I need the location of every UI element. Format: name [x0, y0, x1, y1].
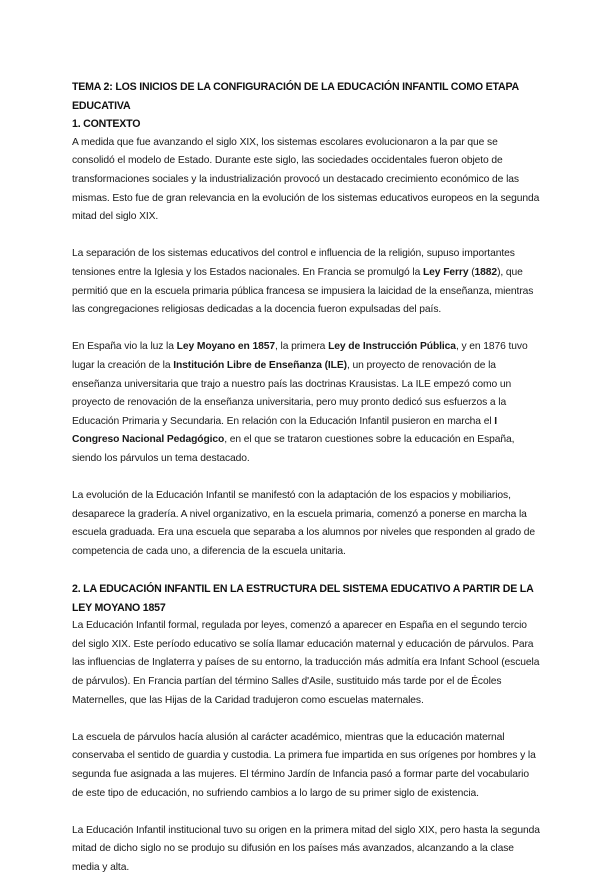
section-1-heading: 1. CONTEXTO [72, 118, 141, 131]
section-2-heading: 2. LA EDUCACIÓN INFANTIL EN LA ESTRUCTURA DEL SISTEMA EDUCATIVO A PARTIR DE LA LEY MOYANO 1857 [72, 583, 534, 614]
section-1-paragraph-2: La separación de los sistemas educativos del control e influencia de la religión, supuso importantes tensiones entre la Iglesia y los Estados nacionales. En Francia se promulgó la Ley Ferry (1882), que permitió que en la escuela primaria pública francesa se impusiera la laicidad de la enseñanza, mientras las congregaciones religiosas dedicadas a la docencia fueron expulsadas del país. [72, 248, 534, 316]
section-1-paragraph-3: En España vio la luz la Ley Moyano en 1857, la primera Ley de Instrucción Pública, y en 1876 tuvo lugar la creación de la Institución Libre de Enseñanza (ILE), un proyecto de renovación de la enseñanza universitaria que trajo a nuestro país las doctrinas Krausistas. La ILE empezó como un proyecto de renovación de la enseñanza universitaria, pero muy pronto dedicó sus esfuerzos a la Educación Primaria y Secundaria. En relación con la Educación Infantil pusieron en marcha el I Congreso Nacional Pedagógico, en el que se trataron cuestiones sobre la educación en España, siendo los párvulos un tema destacado. [72, 341, 528, 464]
section-1-paragraph-4: La evolución de la Educación Infantil se manifestó con la adaptación de los espacios y mobiliarios, desaparece la gradería. A nivel organizativo, en la escuela primaria, comenzó a ponerse en marcha la escuela graduada. Era una escuela que separaba a los alumnos por niveles que responden al grado de competencia de cada uno, a diferencia de la escuela unitaria. [72, 490, 536, 557]
section-2-paragraph-3: La Educación Infantil institucional tuvo su origen en la primera mitad del siglo XIX, pero hasta la segunda mitad de dicho siglo no se produjo su difusión en los países más avanzados, alcanzando a la clase media y alta. [72, 824, 540, 873]
document-page [72, 78, 542, 878]
section-2-paragraph-2: La escuela de párvulos hacía alusión al carácter académico, mientras que la educación maternal conservaba el sentido de guardia y custodia. La primera fue impartida en sus orígenes por hombres y la segunda fue asignada a las mujeres. El término Jardín de Infancia pasó a formar parte del vocabulario de este tipo de educación, no sufriendo cambios a lo largo de su primer siglo de existencia. [72, 731, 536, 799]
section-1-paragraph-1: A medida que fue avanzando el siglo XIX, los sistemas escolares evolucionaron a la par que se consolidó el modelo de Estado. Durante este siglo, las sociedades occidentales fueron objeto de transformaciones sociales y la industrialización provocó un destacado crecimiento económico de las mismas. Esto fue de gran relevancia en la evolución de los sistemas educativos europeos en la segunda mitad del siglo XIX. [72, 136, 540, 223]
document-title: TEMA 2: LOS INICIOS DE LA CONFIGURACIÓN DE LA EDUCACIÓN INFANTIL COMO ETAPA EDUCATIVA [72, 81, 519, 112]
section-2-paragraph-1: La Educación Infantil formal, regulada por leyes, comenzó a aparecer en España en el segundo tercio del siglo XIX. Este período educativo se solía llamar educación maternal y educación de párvulos. Para las influencias de Inglaterra y países de su entorno, la traducción más admitía era Infant School (escuela de párvulos). En Francia partían del término Salles d'Asile, sustituido más tarde por el de Écoles Maternelles, que las Hijas de la Caridad tradujeron como escuelas maternales. [72, 620, 540, 706]
